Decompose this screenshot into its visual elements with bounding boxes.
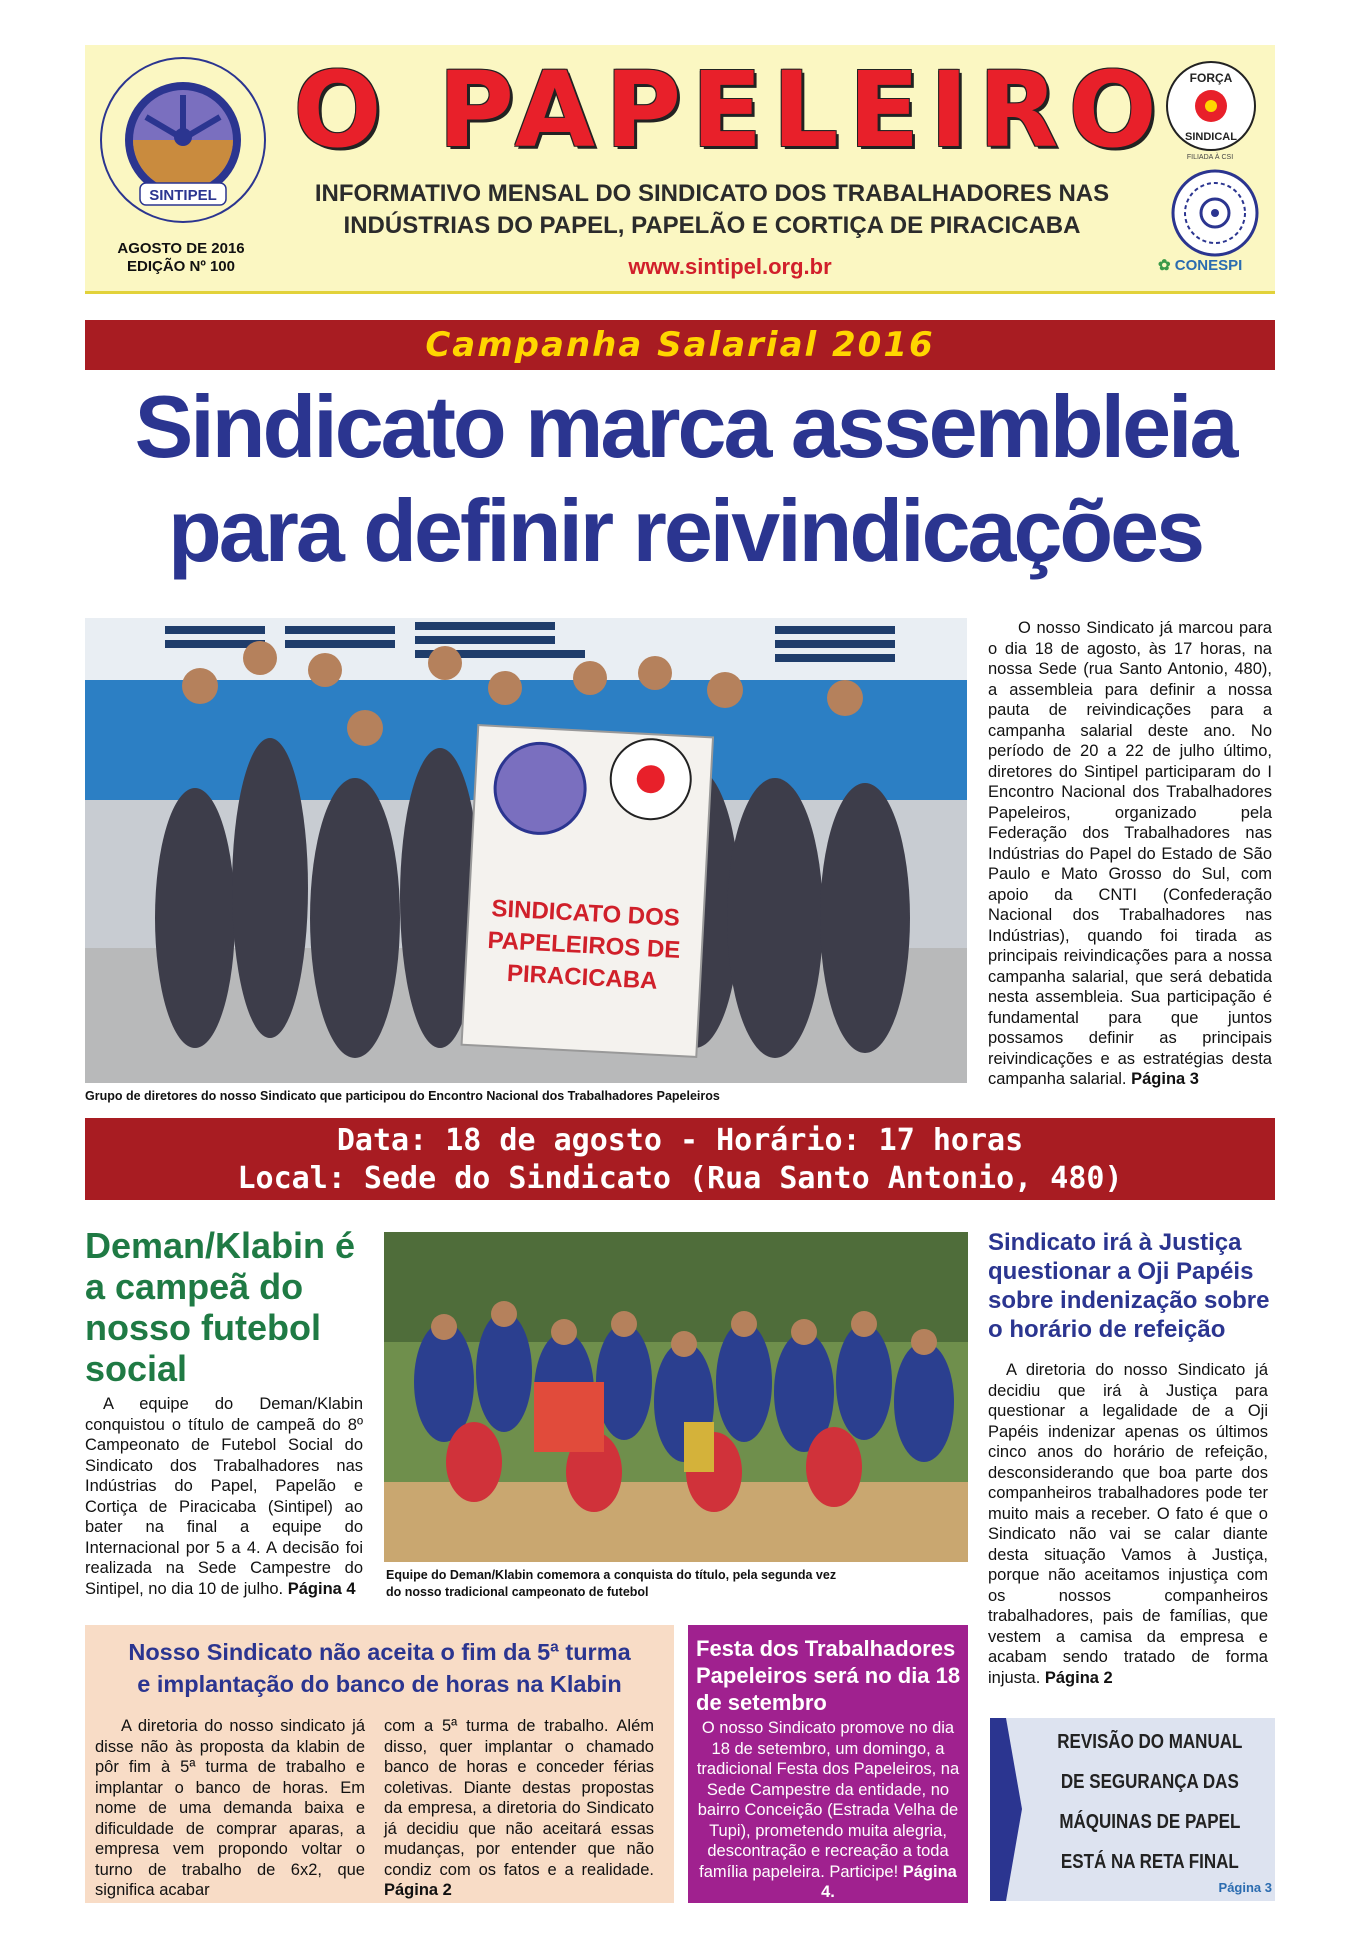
- festa-page-ref: Página 4.: [821, 1862, 957, 1901]
- justica-article-text: [988, 1360, 1268, 1688]
- filiada-text: FILIADA À CSI: [1186, 154, 1234, 161]
- headline-line-2: para definir reivindicações: [167, 481, 1203, 580]
- football-caption-line-1: Equipe do Deman/Klabin comemora a conquista do título, pela segunda vez: [386, 1568, 837, 1582]
- revisao-line-3: MÁQUINAS DE PAPEL: [1059, 1811, 1241, 1833]
- futebol-article-text: [85, 1394, 363, 1599]
- forca-bottom-text: SINDICAL: [1185, 131, 1237, 143]
- photo-caption: Grupo de diretores do nosso Sindicato que participou do Encontro Nacional dos Trabalhadores Papeleiros: [85, 1089, 720, 1103]
- justica-body: A diretoria do nosso Sindicato já decidiu que irá à Justiça para questionar a legalidade de a Oji Papéis indenizar apenas os últimos cinco anos do horário de refeição, desconsiderando que boa parte dos companheiros trabalhadores pode ter muito mais a receber. O fato é que o Sindicato não vai se calar diante desta situação Vamos à Justiça, porque não aceitamos injustiça com os nossos companheiros trabalhadores, pais de famílias, que vestem a camisa da empresa e acabam sendo tratado de forma injusta.: [988, 1361, 1268, 1687]
- edition-number: EDIÇÃO Nº 100: [126, 258, 235, 275]
- klabin-column-1: A diretoria do nosso sindicato já disse não às proposta da klabin de pôr fim à 5ª turma de trabalho e implantar o banco de horas. Em nome de uma demanda baixa e dificuldade de comprar aparas, a empresa vem propondo voltar o turno de trabalho de 6x2, que significa acabar: [95, 1717, 365, 1899]
- directors-photo-illustration: [85, 618, 967, 1083]
- festa-body: O nosso Sindicato promove no dia 18 de setembro, um domingo, a tradicional Festa dos Papeleiros, na Sede Campestre da entidade, no bairro Conceição (Estrada Velha de Tupi), prometendo muita alegria, descontração e recreação a toda família papeleira. Participe!: [696, 1719, 960, 1881]
- klabin-column-2-body: com a 5ª turma de trabalho. Além disso, quer implantar o chamado banco de horas e conceder férias coletivas. Diante destas propostas da empresa, a diretoria do Sindicato já decidiu que não aceitará essas mudanças, por entender que não condiz com os fatos e a realidade.: [384, 1717, 654, 1879]
- festa-headline: Festa dos Trabalhadores Papeleiros será no dia 18 de setembro: [696, 1636, 961, 1715]
- futebol-headline: Deman/Klabin é a campeã do nosso futebol social: [85, 1225, 356, 1389]
- lead-body: O nosso Sindicato já marcou para o dia 18 de agosto, às 17 horas, na nossa Sede (rua Santo Antonio, 480), a assembleia para definir a nossa pauta de reivindicações para a campanha salarial deste ano. No período de 20 a 22 de julho último, diretores do Sintipel participaram do I Encontro Nacional dos Trabalhadores Papeleiros, organizado pela Federação dos Trabalhadores nas Indústrias do Papel do Estado de São Paulo e Mato Grosso do Sul, com apoio da CNTI (Confederação Nacional dos Trabalhadores nas Indústrias), quando foi tirada as principais reivindicações para a nossa campanha salarial, que será debatida nesta assembleia. Sua participação é fundamental para que juntos possamos definir as principais reivindicações e as estratégias desta campanha salarial.: [988, 619, 1272, 1088]
- revisao-line-2: DE SEGURANÇA DAS: [1060, 1771, 1239, 1793]
- futebol-body: A equipe do Deman/Klabin conquistou o título de campeã do 8º Campeonato de Futebol Social do Sindicato dos Trabalhadores nas Indústrias do Papel, Papelão e Cortiça de Piracicaba (Sintipel) ao bater na final a equipe do Internacional por 5 a 4. A decisão foi realizada na Sede Campestre do Sintipel, no dia 10 de julho.: [85, 1395, 363, 1598]
- revisao-line-1: REVISÃO DO MANUAL: [1057, 1731, 1243, 1753]
- football-caption-line-2: do nosso tradicional campeonato de futebol: [386, 1585, 649, 1599]
- revisao-line-4: ESTÁ NA RETA FINAL: [1060, 1851, 1239, 1873]
- conespi-logo: [1158, 256, 1268, 274]
- football-team-photo: [384, 1232, 968, 1562]
- festa-article-text: [696, 1718, 960, 1903]
- justica-page-ref: Página 2: [1044, 1668, 1113, 1687]
- klabin-headline-line-2: e implantação do banco de horas na Klabin: [137, 1671, 622, 1697]
- lead-page-ref: Página 3: [1131, 1070, 1199, 1088]
- date-banner: [85, 1118, 1275, 1200]
- forca-sindical-logo: [1165, 60, 1257, 152]
- photo-banner-line-2: PAPELEIROS DE: [486, 926, 681, 964]
- newspaper-title: O PAPELEIRO: [293, 49, 1167, 171]
- date-banner-line-1: Data: 18 de agosto - Horário: 17 horas: [336, 1123, 1024, 1158]
- subtitle-line-1: INFORMATIVO MENSAL DO SINDICATO DOS TRABALHADORES NAS: [314, 180, 1110, 207]
- sintipel-logo: [98, 55, 268, 225]
- federation-seal-icon: [1165, 168, 1265, 258]
- football-photo-illustration: [384, 1232, 968, 1562]
- photo-banner-line-1: SINDICATO DOS: [490, 895, 681, 932]
- website-link[interactable]: www.sintipel.org.br: [628, 254, 832, 279]
- subtitle-line-2: INDÚSTRIAS DO PAPEL, PAPELÃO E CORTIÇA DE PIRACICABA: [343, 212, 1081, 239]
- edition-info: [96, 240, 266, 276]
- logo-name-text: SINTIPEL: [149, 187, 217, 204]
- forca-top-text: FORÇA: [1189, 71, 1233, 85]
- edition-date: AGOSTO DE 2016: [117, 240, 245, 257]
- revisao-page-ref: Página 3: [1218, 1880, 1272, 1895]
- headline-line-1: Sindicato marca assembleia: [134, 377, 1236, 476]
- lead-article-text: [988, 618, 1272, 1090]
- justica-headline: Sindicato irá à Justiça questionar a Oji Papéis sobre indenização sobre o horário de refeição: [988, 1229, 1270, 1343]
- conespi-leaf-icon: ✿: [1158, 257, 1171, 274]
- klabin-headline: [92, 1636, 667, 1700]
- photo-banner-line-3: PIRACICABA: [506, 959, 659, 995]
- campaign-banner: [85, 320, 1275, 370]
- conespi-text: CONESPI: [1174, 257, 1243, 274]
- arrow-right-icon: [990, 1718, 1022, 1901]
- campaign-label: Campanha Salarial 2016: [425, 325, 935, 365]
- main-headline: [60, 375, 1310, 583]
- revisao-text: [1030, 1722, 1270, 1882]
- date-banner-line-2: Local: Sede do Sindicato (Rua Santo Antonio, 480): [237, 1161, 1123, 1196]
- directors-group-photo: [85, 618, 967, 1083]
- futebol-page-ref: Página 4: [287, 1579, 356, 1598]
- klabin-headline-line-1: Nosso Sindicato não aceita o fim da 5ª turma: [128, 1639, 631, 1665]
- klabin-column-2: [384, 1716, 654, 1901]
- football-photo-caption: [386, 1567, 966, 1601]
- klabin-page-ref: Página 2: [384, 1881, 452, 1899]
